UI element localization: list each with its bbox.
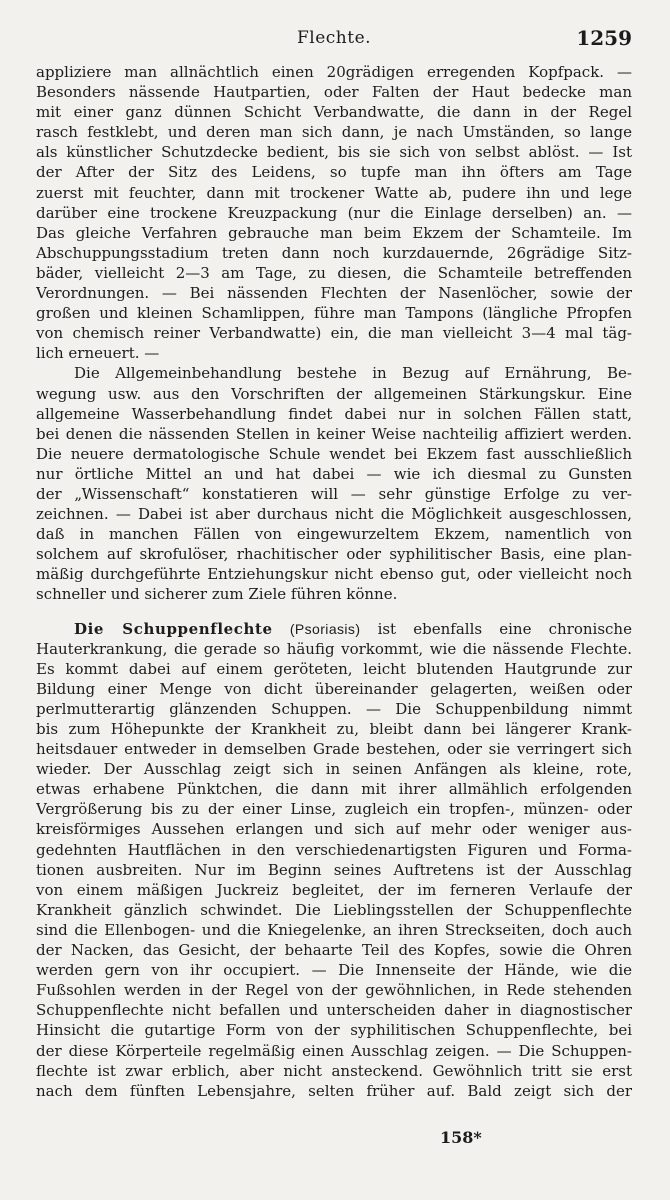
- paragraph-local-treatment: [36, 62, 632, 363]
- text-line: schneller und sicherer zum Ziele führen könne.: [36, 585, 398, 604]
- text-line: als künstlicher Schutzdecke bedient, bis sie sich von selbst ablöst. — Ist: [36, 143, 632, 162]
- text-line: gedehnten Hautflächen in den verschiedenartigsten Figuren und Forma-: [36, 840, 632, 859]
- text-line: mäßig durchgeführte Entziehungskur nicht ebenso gut, oder vielleicht noch: [36, 565, 632, 584]
- text-line: Verordnungen. — Bei nässenden Flechten der Nasenlöcher, sowie der: [36, 284, 632, 303]
- text-line: von chemisch reiner Verbandwatte) ein, die man vielleicht 3—4 mal täg-: [36, 324, 632, 343]
- lead-term: Die Schuppenflechte: [74, 619, 273, 638]
- text-line: Hauterkrankung, die gerade so häufig vorkommt, wie die nässende Flechte.: [36, 639, 632, 658]
- text-line: Hinsicht die gutartige Form von der syphilitischen Schuppenflechte, bei: [36, 1021, 632, 1040]
- text-line: flechte ist zwar erblich, aber nicht ansteckend. Gewöhnlich tritt sie erst: [36, 1061, 632, 1080]
- text-line: lich erneuert. —: [36, 344, 160, 363]
- text-line: wegung usw. aus den Vorschriften der allgemeinen Stärkungskur. Eine: [36, 384, 632, 403]
- text-line: Abschuppungsstadium treten dann noch kurzdauernde, 26grädige Sitz-: [36, 243, 632, 262]
- text-line: sind die Ellenbogen- und die Kniegelenke, an ihren Streckseiten, doch auch: [36, 920, 632, 939]
- text-line: allgemeine Wasserbehandlung findet dabei nur in solchen Fällen statt,: [36, 404, 632, 423]
- text-line: Das gleiche Verfahren gebrauche man beim Ekzem der Schamteile. Im: [36, 223, 632, 242]
- text-line: Schuppenflechte nicht befallen und unterscheiden daher in diagnostischer: [36, 1001, 632, 1020]
- text-line: Krankheit gänzlich schwindet. Die Lieblingsstellen der Schuppenflechte: [36, 900, 632, 919]
- text-line: rasch festklebt, und deren man sich dann, je nach Umständen, so lange: [36, 123, 632, 142]
- text-line: nach dem fünften Lebensjahre, selten früher auf. Bald zeigt sich der: [36, 1081, 632, 1100]
- text-line: nur örtliche Mittel an und hat dabei — wie ich diesmal zu Gunsten: [36, 464, 632, 483]
- page-number: 1259: [576, 26, 632, 50]
- text-line: bäder, vielleicht 2—3 am Tage, zu diesen, die Schamteile betreffenden: [36, 263, 632, 282]
- text-line: heitsdauer entweder in demselben Grade bestehen, oder sie verringert sich: [36, 740, 632, 759]
- text-line: der diese Körperteile regelmäßig einen Ausschlag zeigen. — Die Schuppen-: [36, 1041, 632, 1060]
- signature-mark: 158*: [440, 1128, 482, 1147]
- text-line: mit einer ganz dünnen Schicht Verbandwatte, die dann in der Regel: [36, 103, 632, 122]
- text-line: etwas erhabene Pünktchen, die dann mit ihrer allmählich erfolgenden: [36, 780, 632, 799]
- text-line: appliziere man allnächtlich einen 20grädigen erregenden Kopfpack. —: [36, 63, 632, 81]
- text-line: kreisförmiges Aussehen erlangen und sich auf mehr oder weniger aus-: [36, 820, 632, 839]
- text-line: tionen ausbreiten. Nur im Beginn seines Auftretens ist der Ausschlag: [36, 860, 632, 879]
- text-line: der „Wissenschaft“ konstatieren will — sehr günstige Erfolge zu ver-: [36, 484, 632, 503]
- text-line: Die neuere dermatologische Schule wendet bei Ekzem fast ausschließlich: [36, 444, 632, 463]
- text-line: der Nacken, das Gesicht, der behaarte Teil des Kopfes, sowie die Ohren: [36, 941, 632, 960]
- paragraph-general-treatment: [36, 363, 632, 604]
- text-line: Vergrößerung bis zu der einer Linse, zugleich ein tropfen-, münzen- oder: [36, 800, 632, 819]
- text-line: darüber eine trockene Kreuzpackung (nur die Einlage derselben) an. —: [36, 203, 632, 222]
- text-line: von einem mäßigen Juckreiz begleitet, der im ferneren Verlaufe der: [36, 880, 632, 899]
- latin-term: (Psoriasis): [289, 620, 361, 637]
- text-line: wieder. Der Ausschlag zeigt sich in seinen Anfängen als kleine, rote,: [36, 760, 632, 779]
- page-header: [36, 22, 632, 56]
- text-line: werden gern von ihr occupiert. — Die Innenseite der Hände, wie die: [36, 961, 632, 980]
- paragraph-spacer: [36, 605, 632, 619]
- text-line-lead: [36, 619, 632, 639]
- text-line: Es kommt dabei auf einem geröteten, leicht blutenden Hautgrunde zur: [36, 659, 632, 678]
- text-line: großen und kleinen Schamlippen, führe man Tampons (längliche Pfropfen: [36, 304, 632, 323]
- text-line: Die Allgemeinbehandlung bestehe in Bezug auf Ernährung, Be-: [74, 364, 632, 383]
- text-line: zeichnen. — Dabei ist aber durchaus nicht die Möglichkeit ausgeschlossen,: [36, 505, 632, 524]
- text-line: Bildung einer Menge von dicht übereinander gelagerten, weißen oder: [36, 679, 632, 698]
- running-title: Flechte.: [296, 28, 372, 48]
- paragraph-psoriasis: [36, 619, 632, 1101]
- text-line: solchem auf skrofulöser, rhachitischer oder syphilitischer Basis, eine plan-: [36, 545, 632, 564]
- text-line: perlmutterartig glänzenden Schuppen. — Die Schuppenbildung nimmt: [36, 699, 632, 718]
- text-line: Fußsohlen werden in der Regel von der gewöhnlichen, in Rede stehenden: [36, 981, 632, 1000]
- text-line: daß in manchen Fällen von eingewurzeltem Ekzem, namentlich von: [36, 525, 632, 544]
- text-line: zuerst mit feuchter, dann mit trockener Watte ab, pudere ihn und lege: [36, 183, 632, 202]
- body-text: [36, 62, 632, 1101]
- text-line: bis zum Höhepunkte der Krankheit zu, bleibt dann bei längerer Krank-: [36, 720, 632, 738]
- text-line: bei denen die nässenden Stellen in keiner Weise nachteilig affiziert werden.: [36, 424, 632, 443]
- text-line: der After der Sitz des Leidens, so tupfe man ihn öfters am Tage: [36, 163, 632, 182]
- lead-line-rest: ist ebenfalls eine chronische: [377, 619, 632, 638]
- text-line: Besonders nässende Hautpartien, oder Falten der Haut bedecke man: [36, 83, 632, 102]
